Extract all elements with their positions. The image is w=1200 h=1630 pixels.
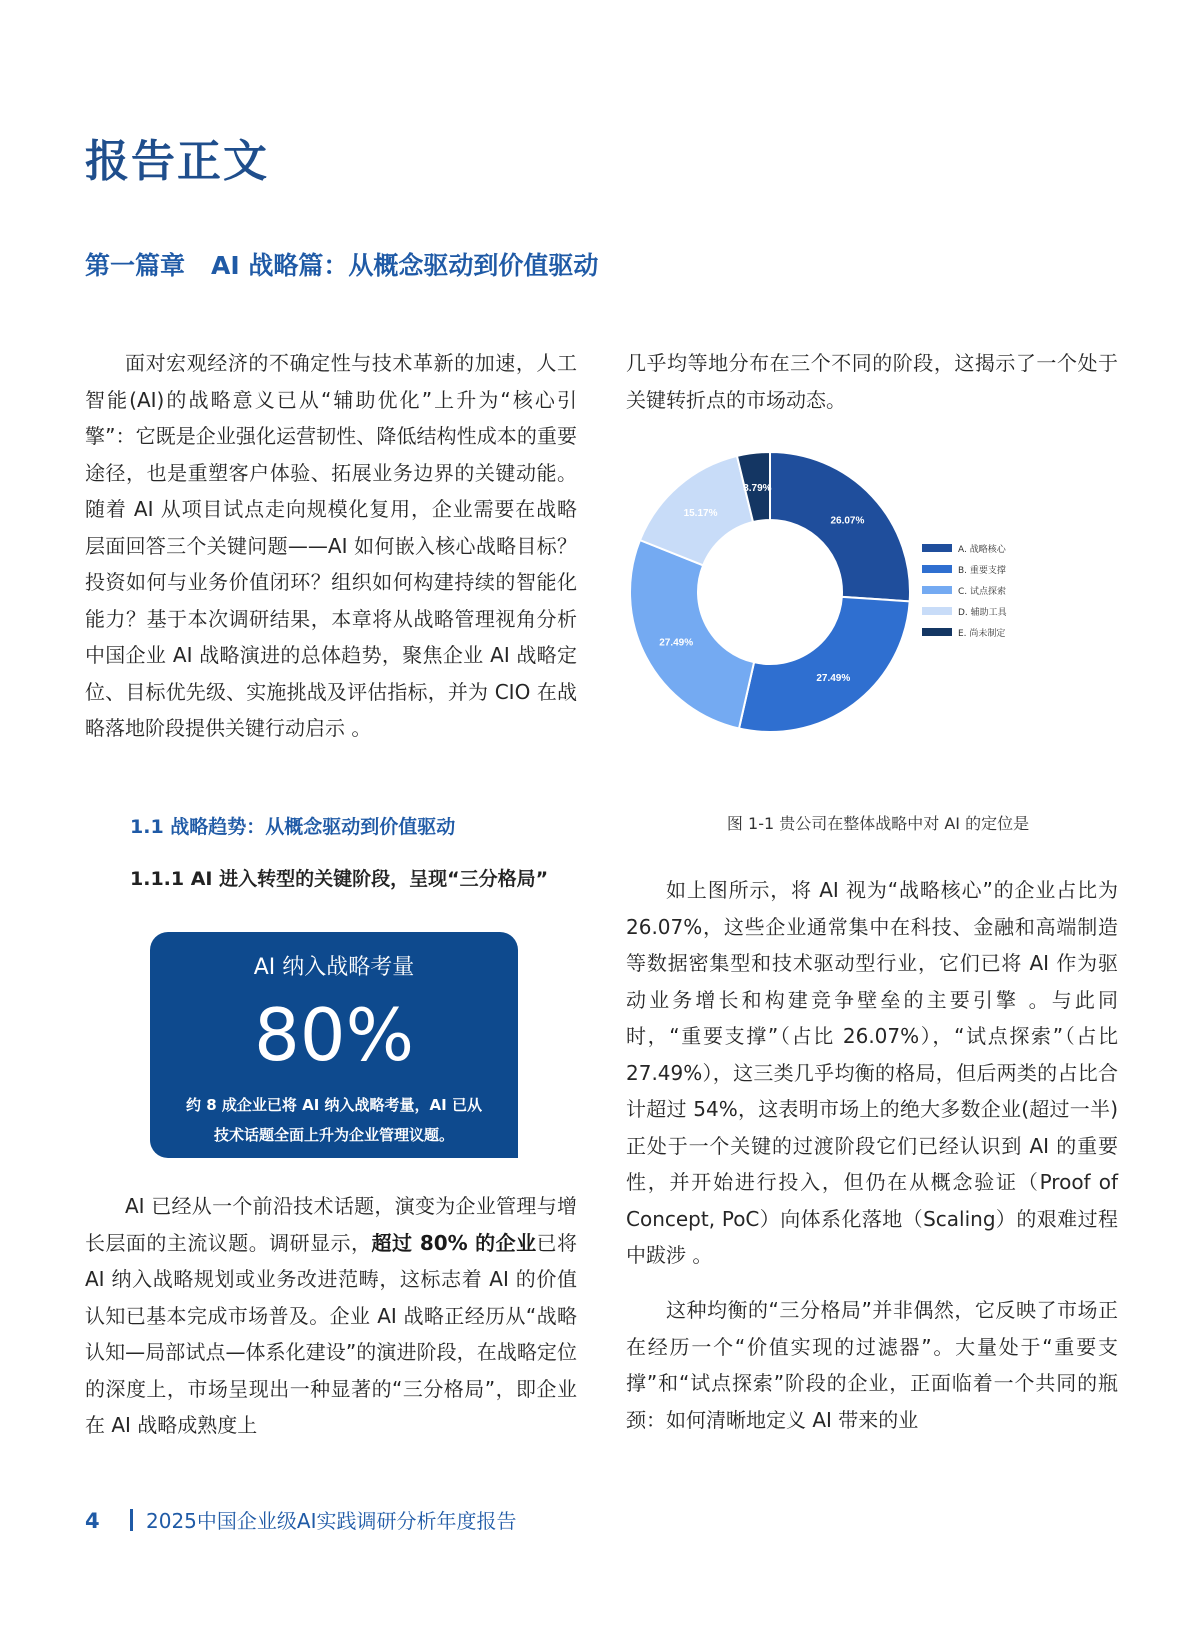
legend-swatch [922, 586, 952, 594]
body-paragraph-4: 这种均衡的“三分格局”并非偶然，它反映了市场正在经历一个“价值实现的过滤器”。大量处于“重要支撑”和“试点探索”阶段的企业，正面临着一个共同的瓶颈：如何清晰地定义 AI 带来的业 [626, 1298, 1118, 1432]
stat-value: 80% [253, 993, 415, 1077]
stat-description [168, 1090, 500, 1150]
chapter-label: 第一篇章 [85, 251, 186, 280]
donut-data-label: 26.07% [830, 515, 865, 527]
donut-slice [739, 597, 910, 732]
legend-swatch [922, 544, 952, 552]
legend-label: E. 尚未制定 [958, 629, 1006, 639]
body-paragraph-2 [85, 1188, 577, 1444]
para2-text: AI 已经从一个前沿技术话题，演变为企业管理与增长层面的主流议题。调研显示， [85, 1194, 577, 1255]
footer-separator [130, 1509, 133, 1531]
section-heading: 1.1 战略趋势：从概念驱动到价值驱动 [130, 816, 456, 838]
donut-data-label: 27.49% [816, 673, 851, 685]
donut-data-label: 15.17% [683, 507, 718, 519]
legend-label: C. 试点探索 [958, 587, 1007, 597]
legend-swatch [922, 607, 952, 615]
legend-swatch [922, 565, 952, 573]
donut-chart-svg [630, 452, 1130, 772]
subsection-heading: 1.1.1 AI 进入转型的关键阶段，呈现“三分格局” [130, 868, 549, 890]
footer-page-number: 4 [85, 1509, 100, 1533]
donut-data-label: 27.49% [659, 637, 694, 649]
legend-label: D. 辅助工具 [958, 608, 1007, 618]
chapter-name: AI 战略篇：从概念驱动到价值驱动 [211, 251, 599, 280]
page-title: 报告正文 [85, 136, 269, 187]
footer-report-title: 2025中国企业级AI实践调研分析年度报告 [146, 1509, 517, 1533]
legend-swatch [922, 628, 952, 636]
chapter-title [85, 248, 598, 284]
intro-paragraph: 面对宏观经济的不确定性与技术革新的加速，人工智能(AI)的战略意义已从“辅助优化”上升为“核心引擎”：它既是企业强化运营韧性、降低结构性成本的重要途径，也是重塑客户体验、拓展业务边界的关键动能。随着 AI 从项目试点走向规模化复用，企业需要在战略层面回答三个关键问题——AI 如何嵌入核心战略目标？投资如何与业务价值闭环？组织如何构建持续的智能化能力？基于本次调研结果，本章将从战略管理视角分析中国企业 AI 战略演进的总体趋势，聚焦企业 AI 战略定位、目标优先级、实施挑战及评估指标，并为 CIO 在战略落地阶段提供关键行动启示 。 [85, 351, 577, 740]
stat-title: AI 纳入战略考量 [253, 955, 415, 980]
donut-chart [630, 452, 1130, 772]
para2-text: 已将 AI 纳入战略规划或业务改进范畴，这标志着 AI 的价值认知已基本完成市场普及。企业 AI 战略正经历从“战略认知—局部试点—体系化建设”的演进阶段，在战略定位的深度上，市场呈现出一种显著的“三分格局”，即企业在 AI 战略成熟度上 [85, 1230, 578, 1437]
donut-slice [770, 452, 910, 601]
right-continuation-paragraph: 几乎均等地分布在三个不同的阶段，这揭示了一个处于关键转折点的市场动态。 [626, 351, 1118, 412]
stat-description-line: 技术话题全面上升为企业管理议题。 [213, 1126, 454, 1144]
stat-description-line: 约 8 成企业已将 AI 纳入战略考量，AI 已从 [186, 1096, 482, 1114]
para2-bold: 超过 80% 的企业 [371, 1230, 537, 1255]
stat-callout-box [150, 932, 518, 1158]
chart-caption: 图 1-1 贵公司在整体战略中对 AI 的定位是 [726, 814, 1030, 833]
donut-slice [630, 540, 754, 728]
donut-data-label: 3.79% [743, 482, 772, 494]
body-paragraph-3: 如上图所示，将 AI 视为“战略核心”的企业占比为 26.07%，这些企业通常集中在科技、金融和高端制造等数据密集型和技术驱动型行业，它们已将 AI 作为驱动业务增长和构建竞争壁垒的主要引擎 。与此同时，“重要支撑”（占比 26.07%），“试点探索”（占比 27.49%），这三类几乎均衡的格局，但后两类的占比合计超过 54%，这表明市场上的绝大多数企业(超过一半)正处于一个关键的过渡阶段它们已经认识到 AI 的重要性，并开始进行投入，但仍在从概念验证（Proof of Concept, PoC）向体系化落地（Scaling）的艰难过程中跋涉 。 [626, 878, 1118, 1267]
legend-label: A. 战略核心 [958, 545, 1006, 555]
legend-label: B. 重要支撑 [958, 566, 1006, 576]
